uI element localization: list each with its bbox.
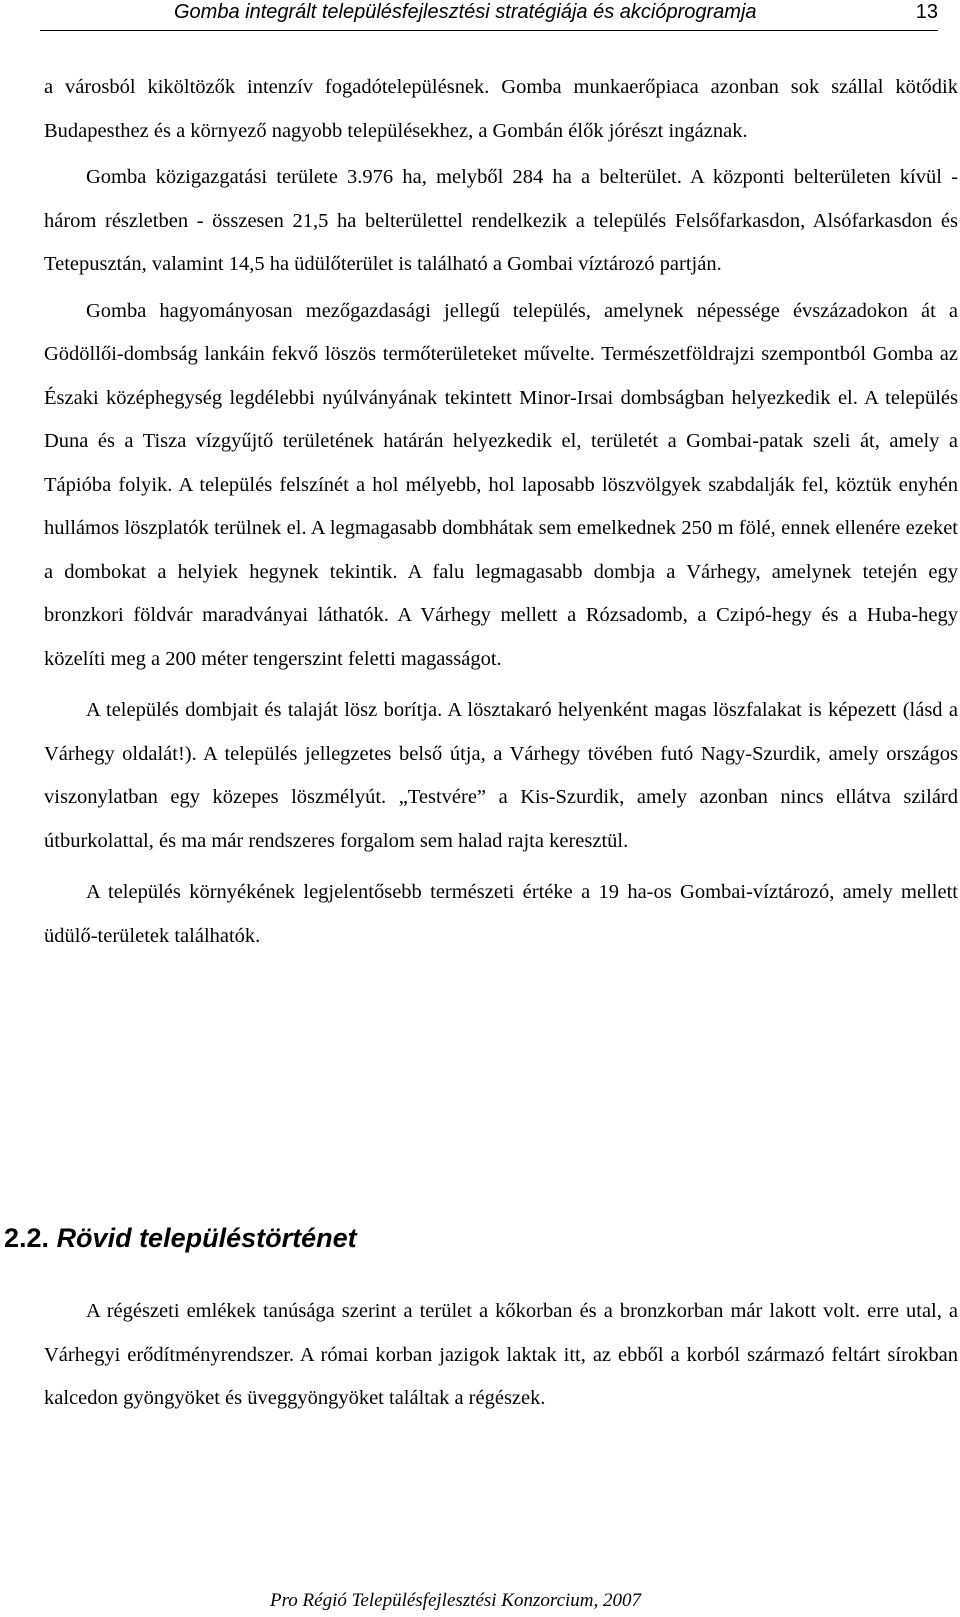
section-heading (4, 1218, 357, 1258)
page-number: 13 (915, 1, 938, 23)
section-number: 2.2. (4, 1223, 50, 1253)
paragraph: A település környékének legjelentősebb természeti értéke a 19 ha-os Gombai-víztározó, amely mellett üdülő-területek találhatók. (44, 881, 958, 947)
section-title: Rövid településtörténet (56, 1223, 357, 1253)
section-body-text (44, 1290, 958, 1421)
paragraph: Gomba hagyományosan mezőgazdasági jellegű település, amelynek népessége évszázadokon át a Gödöllői-dombság lankáin fekvő löszös termőterületeket művelte. Természetföldrajzi szempontból Gomba az Északi középhegység legdélebbi nyúlványának tekintett Minor-Irsai dombságban helyezkedik el. A település Duna és a Tisza vízgyűjtő területének határán helyezkedik el, területét a Gombai-patak szeli át, amely a Tápióba folyik. A település felszínét a hol mélyebb, hol laposabb löszvölgyek szabdalják fel, köztük enyhén hullámos löszplatók terülnek el. A legmagasabb dombhátak sem emelkednek 250 m fölé, ennek ellenére ezeket a dombokat a helyiek hegynek tekintik. A falu legmagasabb dombja a Várhegy, amelynek tetején egy bronzkori földvár maradványai láthatók. A Várhegy mellett a Rózsadomb, a Czipó-hegy és a Huba-hegy közelíti meg a 200 méter tengerszint feletti magasságot. (44, 299, 958, 670)
paragraph: A település dombjait és talaját lösz borítja. A lösztakaró helyenként magas löszfalakat is képezett (lásd a Várhegy oldalát!). A település jellegzetes belső útja, a Várhegy tövében futó Nagy-Szurdik, amely országos viszonylatban egy közepes löszmélyút. „Testvére” a Kis-Szurdik, amely azonban nincs ellátva szilárd útburkolattal, és ma már rendszeres forgalom sem halad rajta keresztül. (44, 699, 958, 852)
body-text (44, 66, 958, 958)
page-footer: Pro Régió Településfejlesztési Konzorcium, 2007 (270, 1590, 642, 1611)
running-header (40, 0, 938, 31)
header-title: Gomba integrált településfejlesztési stratégiája és akcióprogramja (174, 1, 757, 23)
paragraph: a városból kiköltözők intenzív fogadótelepülésnek. Gomba munkaerőpiaca azonban sok szállal kötődik Budapesthez és a környező nagyobb településekhez, a Gombán élők jórészt ingáznak. (44, 76, 958, 142)
paragraph: Gomba közigazgatási területe 3.976 ha, melyből 284 ha a belterület. A központi belterületen kívül - három részletben - összesen 21,5 ha belterülettel rendelkezik a település Felsőfarkasdon, Alsófarkasdon és Tetepusztán, valamint 14,5 ha üdülőterület is található a Gombai víztározó partján. (44, 166, 958, 275)
paragraph: A régészeti emlékek tanúsága szerint a terület a kőkorban és a bronzkorban már lakott volt. erre utal, a Várhegyi erődítményrendszer. A római korban jazigok laktak itt, az ebből a korból származó feltárt sírokban kalcedon gyöngyöket és üveggyöngyöket találtak a régészek. (44, 1300, 958, 1409)
